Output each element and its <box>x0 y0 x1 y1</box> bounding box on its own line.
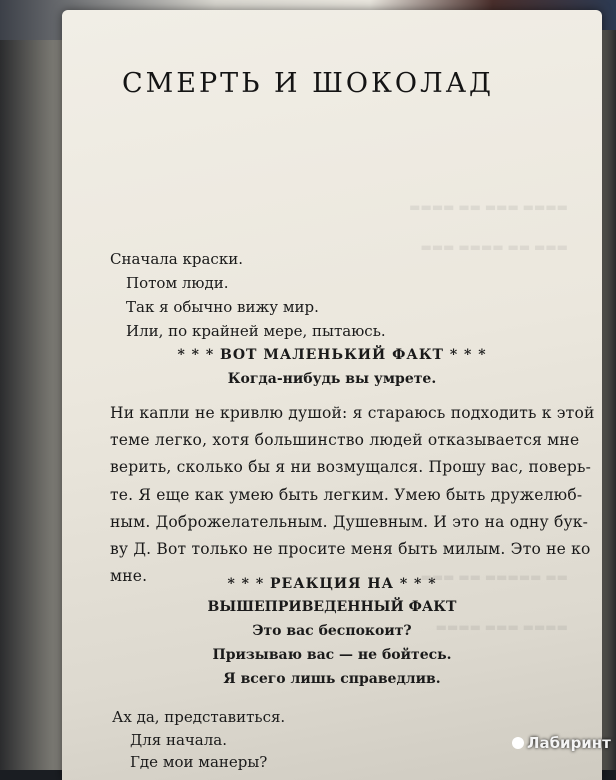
epigraph-line: Или, по крайней мере, пытаюсь. <box>126 322 386 340</box>
paragraph-line: те. Я еще как умею быть легким. Умею быть дружелюб- <box>110 486 583 504</box>
reaction-heading: * * * РЕАКЦИЯ НА * * * <box>227 576 437 592</box>
closing-line: Где мои манеры? <box>130 753 268 771</box>
show-through-text: ▬▬▬▬ ▬▬▬ ▬▬▬▬ <box>435 620 568 634</box>
epigraph-line: Так я обычно вижу мир. <box>126 298 319 316</box>
reaction-line: Я всего лишь справедлив. <box>223 671 441 687</box>
watermark-text: Лабиринт <box>527 734 611 752</box>
paragraph-line: верить, сколько бы я ни возмущался. Прошу вас, поверь- <box>110 458 592 476</box>
show-through-text: ▬▬▬ ▬▬ ▬▬▬▬▬ ▬▬ <box>420 570 568 584</box>
closing-line: Ах да, представиться. <box>112 708 286 726</box>
left-page-edge <box>0 40 70 770</box>
paragraph-line: теме легко, хотя большинство людей отказывается мне <box>110 431 580 449</box>
chapter-title: СМЕРТЬ И ШОКОЛАД <box>122 68 494 99</box>
epigraph-line: Сначала краски. <box>110 250 243 268</box>
epigraph-line: Потом люди. <box>126 274 229 292</box>
paragraph-line: ным. Доброжелательным. Душевным. И это на одну бук- <box>110 513 589 531</box>
closing-line: Для начала. <box>130 731 227 749</box>
paragraph-line: ву Д. Вот только не просите меня быть милым. Это не ко <box>110 540 591 558</box>
show-through-text: ▬▬▬ ▬▬▬▬ ▬▬ ▬▬▬ <box>420 240 568 254</box>
watermark <box>512 734 611 752</box>
watermark-logo-icon <box>512 737 524 749</box>
paragraph-line: Ни капли не кривлю душой: я стараюсь подходить к этой <box>110 404 595 422</box>
fact-heading: * * * ВОТ МАЛЕНЬКИЙ ФАКТ * * * <box>177 347 487 363</box>
reaction-heading: ВЫШЕПРИВЕДЕННЫЙ ФАКТ <box>207 599 457 615</box>
reaction-line: Призываю вас — не бойтесь. <box>212 647 452 663</box>
reaction-line: Это вас беспокоит? <box>252 623 412 639</box>
show-through-text: ▬▬▬▬ ▬▬ ▬▬▬ ▬▬▬▬ <box>409 200 568 214</box>
book-page <box>62 10 602 780</box>
paragraph-line: мне. <box>110 567 148 585</box>
fact-text: Когда-нибудь вы умрете. <box>227 371 437 387</box>
